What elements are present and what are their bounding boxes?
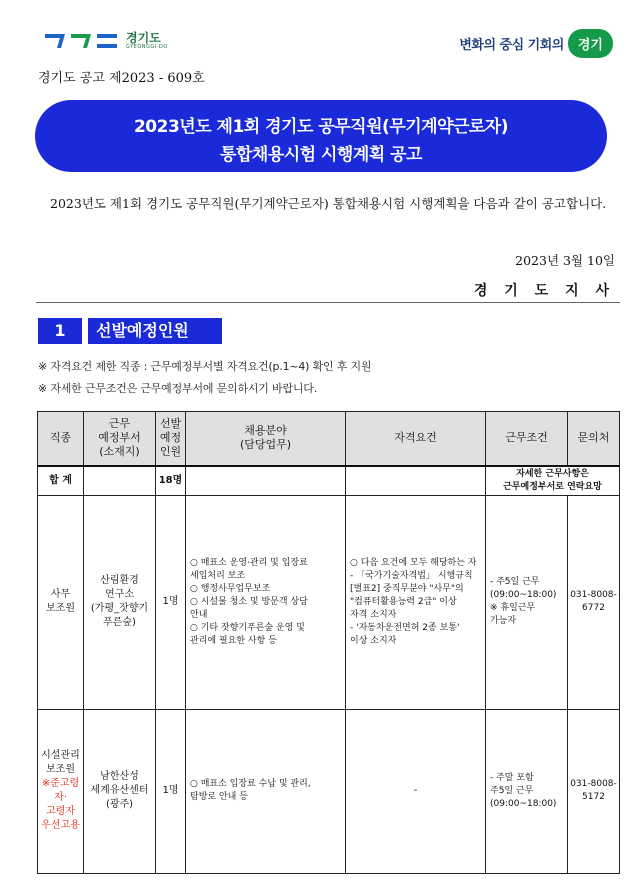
slogan-badge: 경기 — [568, 29, 613, 58]
row2-cond: - 주말 포함 주5일 근무 (09:00~18:00) — [486, 709, 568, 873]
header-qual: 자격요건 — [346, 412, 486, 466]
logo-name: 경기도 — [126, 31, 161, 45]
signer: 경 기 도 지 사 — [473, 283, 615, 299]
section-title: 선발예정인원 — [88, 318, 222, 344]
table-row — [38, 495, 620, 709]
note-conditions: ※ 자세한 근무조건은 근무예정부서에 문의하시기 바랍니다. — [38, 382, 318, 395]
logo-mark-icon — [96, 32, 118, 50]
header-field: 채용분야 (담당업무) — [186, 412, 346, 466]
gyeonggi-logo — [44, 28, 204, 56]
notice-date: 2023년 3월 10일 — [515, 253, 615, 268]
row2-contact: 031-8008- 5172 — [568, 709, 620, 873]
slogan-text: 변화의 중심 기회의 — [459, 37, 564, 53]
row1-cond: - 주5일 근무 (09:00~18:00) ※ 휴일근무 가능자 — [486, 495, 568, 709]
row1-duties: ○ 매표소 운영·관리 및 입장료 세입처리 보조 ○ 행정사무업무보조 ○ 시설물 청소 및 방문객 상담 안내 ○ 기타 잣향기푸른숲 운영 및 관리에 필요한 사항 등 — [186, 495, 346, 709]
notice-number: 경기도 공고 제2023 - 609호 — [38, 71, 205, 86]
section-number: 1 — [38, 318, 82, 344]
row2-qual: - — [346, 709, 486, 873]
row1-job: 사무 보조원 — [38, 495, 84, 709]
logo-mark-icon — [70, 32, 92, 50]
table-row — [38, 709, 620, 873]
logo-sub: GYEONGGI-DO — [126, 44, 168, 50]
note-qualification: ※ 자격요건 제한 직종 : 근무예정부서별 자격요건(p.1~4) 확인 후 지원 — [38, 360, 372, 373]
row2-job: 시설관리 보조원 ※준고령자· 고령자 우선고용 — [38, 709, 84, 873]
row1-contact: 031-8008- 6772 — [568, 495, 620, 709]
banner-title-line1: 2023년도 제1회 경기도 공무직원(무기계약근로자) — [133, 117, 509, 137]
total-label: 합 계 — [38, 466, 84, 496]
header-contact: 문의처 — [568, 412, 620, 466]
row1-dept: 산림환경 연구소 (가평_잣향기 푸른숲) — [84, 495, 156, 709]
logo-mark-icon — [44, 32, 66, 50]
table-header-row — [38, 412, 620, 466]
row1-quals: ○ 다음 요건에 모두 해당하는 자 - 「국가기술자격법」 시행규칙 [별표2] 중직무분야 "사무"의 "컴퓨터활용능력 2급" 이상 자격 소지자 - '자동차운전면허 2종 보통' 이상 소지자 — [346, 495, 486, 709]
intro-paragraph: 2023년도 제1회 경기도 공무직원(무기계약근로자) 통합채용시험 시행계획을 다음과 같이 공고합니다. — [50, 196, 607, 211]
total-count: 18명 — [156, 466, 186, 496]
row1-count: 1명 — [156, 495, 186, 709]
row2-count: 1명 — [156, 709, 186, 873]
banner-title-line2: 통합채용시험 시행계획 공고 — [220, 145, 422, 165]
table-total-row — [38, 466, 620, 496]
title-banner — [35, 100, 607, 172]
slogan — [459, 28, 613, 58]
header-cond: 근무조건 — [486, 412, 568, 466]
row2-dept: 남한산성 세계유산센터 (광주) — [84, 709, 156, 873]
header-dept: 근무 예정부서 (소재지) — [84, 412, 156, 466]
total-note: 자세한 근무사항은 근무예정부서로 연락요망 — [486, 466, 620, 496]
row2-duties: ○ 매표소 입장료 수납 및 관리, 탐방로 안내 등 — [186, 709, 346, 873]
header-count: 선발 예정 인원 — [156, 412, 186, 466]
recruitment-table — [37, 411, 620, 874]
divider — [36, 302, 620, 303]
header-job: 직종 — [38, 412, 84, 466]
